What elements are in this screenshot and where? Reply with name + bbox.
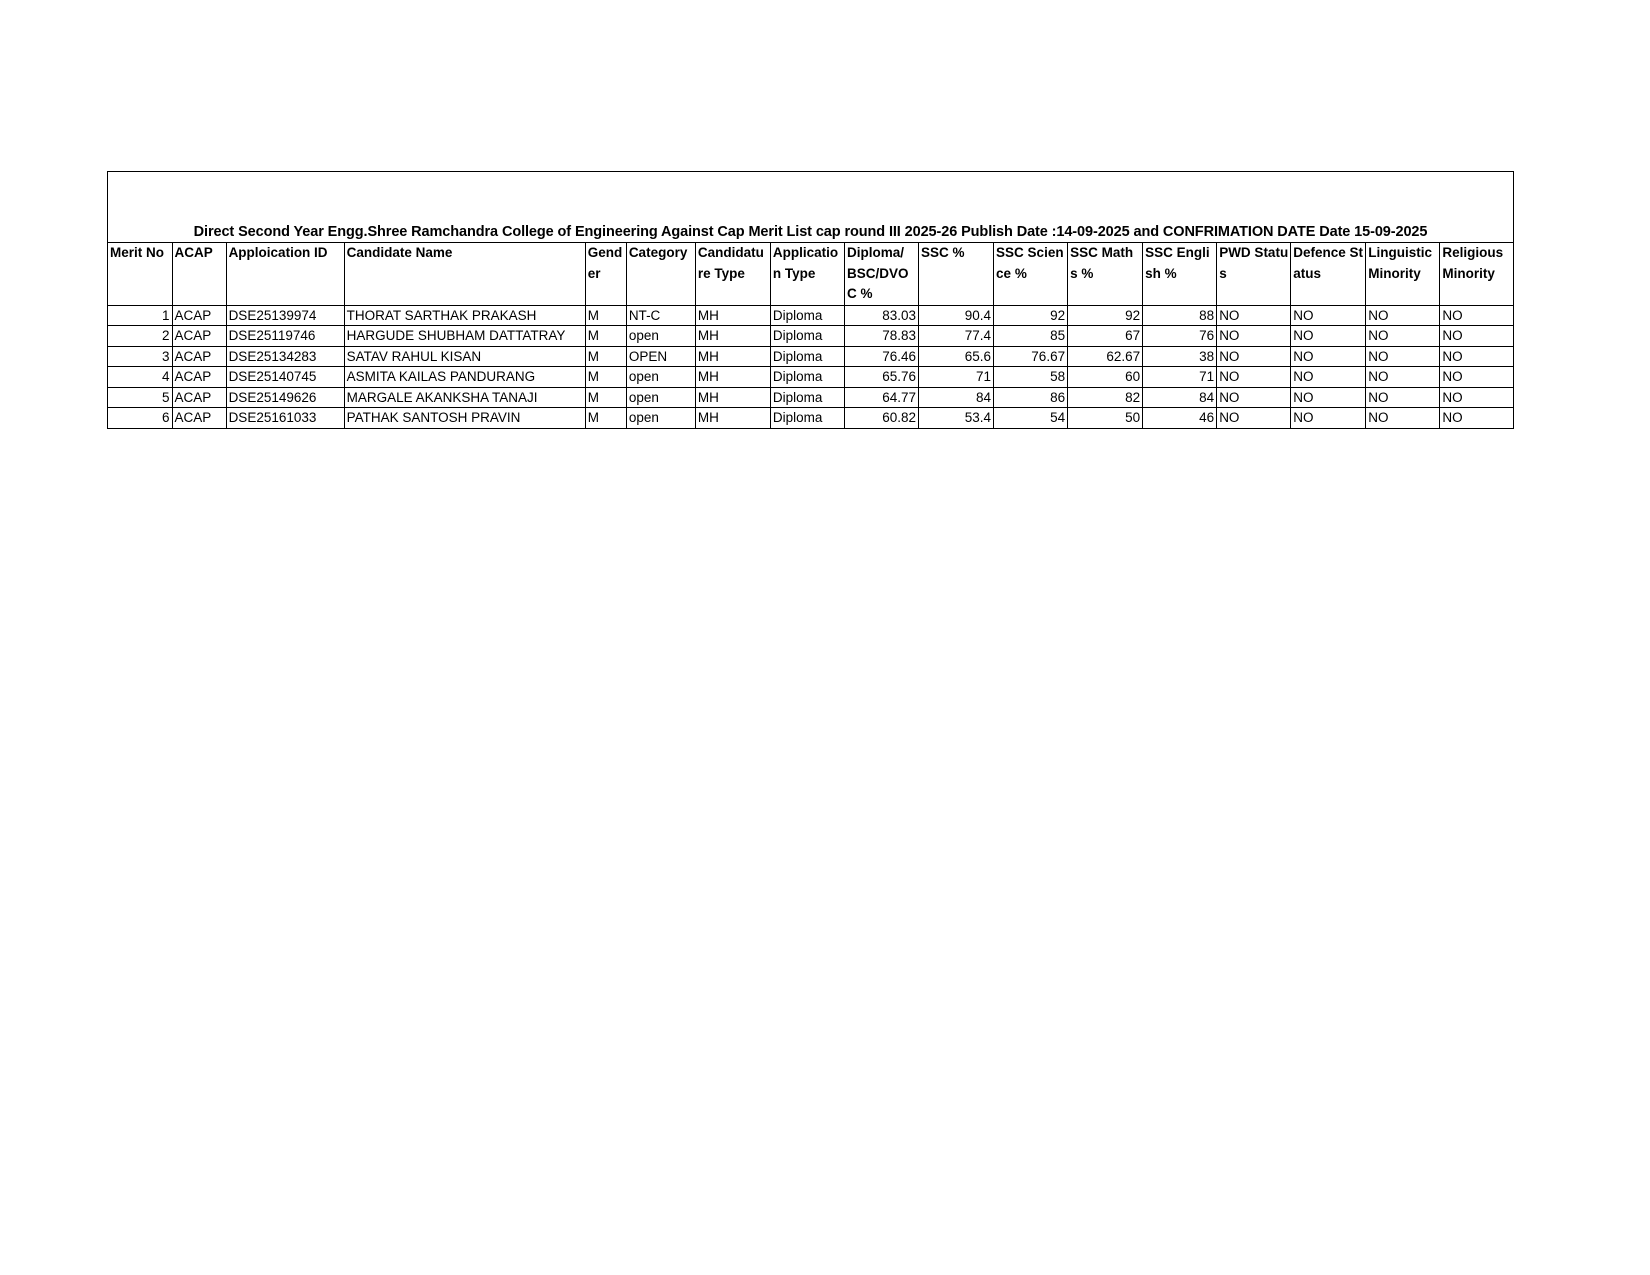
table-row <box>108 387 1513 408</box>
table-row <box>108 305 1513 326</box>
cell-candidature-type: MH <box>695 326 770 347</box>
cell-candidate-name: PATHAK SANTOSH PRAVIN <box>344 408 585 428</box>
cell-application-id: DSE25161033 <box>226 408 344 428</box>
cell-ssc-maths: 92 <box>1068 305 1143 326</box>
header-merit-no: Merit No <box>108 243 172 306</box>
cell-ssc-maths: 82 <box>1068 387 1143 408</box>
header-candidature-type: Candidature Type <box>695 243 770 306</box>
header-row <box>108 243 1513 306</box>
cell-merit-no: 5 <box>108 387 172 408</box>
cell-ssc-english: 71 <box>1143 367 1217 388</box>
cell-ssc-science: 85 <box>994 326 1068 347</box>
cell-religious-minority: NO <box>1440 367 1513 388</box>
header-application-id: Apploication ID <box>226 243 344 306</box>
cell-pwd-status: NO <box>1217 326 1291 347</box>
cell-acap: ACAP <box>172 367 226 388</box>
cell-linguistic-minority: NO <box>1366 408 1440 428</box>
cell-acap: ACAP <box>172 346 226 367</box>
cell-candidate-name: MARGALE AKANKSHA TANAJI <box>344 387 585 408</box>
cell-category: open <box>626 408 695 428</box>
cell-candidature-type: MH <box>695 367 770 388</box>
header-ssc-percent: SSC % <box>919 243 994 306</box>
cell-linguistic-minority: NO <box>1366 346 1440 367</box>
cell-ssc-english: 84 <box>1143 387 1217 408</box>
header-gender: Gender <box>585 243 626 306</box>
cell-application-type: Diploma <box>770 387 844 408</box>
cell-acap: ACAP <box>172 387 226 408</box>
cell-ssc-maths: 67 <box>1068 326 1143 347</box>
header-ssc-english: SSC English % <box>1143 243 1217 306</box>
cell-ssc-percent: 65.6 <box>919 346 994 367</box>
header-ssc-maths: SSC Maths % <box>1068 243 1143 306</box>
cell-application-id: DSE25134283 <box>226 346 344 367</box>
cell-category: open <box>626 367 695 388</box>
cell-gender: M <box>585 387 626 408</box>
cell-linguistic-minority: NO <box>1366 387 1440 408</box>
cell-application-type: Diploma <box>770 367 844 388</box>
cell-ssc-science: 92 <box>994 305 1068 326</box>
table-row <box>108 326 1513 347</box>
cell-diploma-percent: 76.46 <box>844 346 918 367</box>
cell-defence-status: NO <box>1291 367 1366 388</box>
merit-list-table <box>108 242 1513 428</box>
cell-ssc-science: 76.67 <box>994 346 1068 367</box>
cell-candidature-type: MH <box>695 408 770 428</box>
cell-diploma-percent: 64.77 <box>844 387 918 408</box>
header-religious-minority: Religious Minority <box>1440 243 1513 306</box>
cell-merit-no: 2 <box>108 326 172 347</box>
cell-diploma-percent: 60.82 <box>844 408 918 428</box>
cell-category: open <box>626 387 695 408</box>
cell-merit-no: 4 <box>108 367 172 388</box>
header-diploma-percent: Diploma/ BSC/DVOC % <box>844 243 918 306</box>
cell-candidature-type: MH <box>695 305 770 326</box>
cell-diploma-percent: 83.03 <box>844 305 918 326</box>
cell-religious-minority: NO <box>1440 346 1513 367</box>
cell-ssc-maths: 50 <box>1068 408 1143 428</box>
cell-ssc-science: 86 <box>994 387 1068 408</box>
cell-linguistic-minority: NO <box>1366 367 1440 388</box>
cell-gender: M <box>585 305 626 326</box>
cell-pwd-status: NO <box>1217 305 1291 326</box>
cell-ssc-english: 88 <box>1143 305 1217 326</box>
cell-pwd-status: NO <box>1217 346 1291 367</box>
cell-ssc-percent: 77.4 <box>919 326 994 347</box>
header-linguistic-minority: Linguistic Minority <box>1366 243 1440 306</box>
cell-gender: M <box>585 408 626 428</box>
cell-candidate-name: ASMITA KAILAS PANDURANG <box>344 367 585 388</box>
cell-gender: M <box>585 326 626 347</box>
cell-category: open <box>626 326 695 347</box>
cell-religious-minority: NO <box>1440 408 1513 428</box>
cell-ssc-maths: 60 <box>1068 367 1143 388</box>
cell-ssc-percent: 71 <box>919 367 994 388</box>
header-acap: ACAP <box>172 243 226 306</box>
cell-ssc-english: 38 <box>1143 346 1217 367</box>
cell-religious-minority: NO <box>1440 326 1513 347</box>
table-body <box>108 305 1513 428</box>
cell-candidate-name: SATAV RAHUL KISAN <box>344 346 585 367</box>
header-candidate-name: Candidate Name <box>344 243 585 306</box>
cell-defence-status: NO <box>1291 346 1366 367</box>
cell-candidate-name: THORAT SARTHAK PRAKASH <box>344 305 585 326</box>
cell-diploma-percent: 78.83 <box>844 326 918 347</box>
cell-defence-status: NO <box>1291 305 1366 326</box>
cell-linguistic-minority: NO <box>1366 305 1440 326</box>
table-row <box>108 408 1513 428</box>
cell-ssc-percent: 84 <box>919 387 994 408</box>
cell-pwd-status: NO <box>1217 367 1291 388</box>
cell-ssc-maths: 62.67 <box>1068 346 1143 367</box>
cell-merit-no: 6 <box>108 408 172 428</box>
table-row <box>108 346 1513 367</box>
header-defence-status: Defence Status <box>1291 243 1366 306</box>
cell-ssc-english: 46 <box>1143 408 1217 428</box>
header-ssc-science: SSC Science % <box>994 243 1068 306</box>
cell-merit-no: 3 <box>108 346 172 367</box>
cell-candidature-type: MH <box>695 387 770 408</box>
cell-acap: ACAP <box>172 408 226 428</box>
cell-defence-status: NO <box>1291 408 1366 428</box>
cell-religious-minority: NO <box>1440 387 1513 408</box>
cell-application-id: DSE25140745 <box>226 367 344 388</box>
cell-defence-status: NO <box>1291 326 1366 347</box>
cell-acap: ACAP <box>172 326 226 347</box>
cell-ssc-english: 76 <box>1143 326 1217 347</box>
cell-category: OPEN <box>626 346 695 367</box>
cell-pwd-status: NO <box>1217 408 1291 428</box>
header-pwd-status: PWD Status <box>1217 243 1291 306</box>
cell-diploma-percent: 65.76 <box>844 367 918 388</box>
cell-merit-no: 1 <box>108 305 172 326</box>
cell-ssc-science: 58 <box>994 367 1068 388</box>
cell-application-id: DSE25119746 <box>226 326 344 347</box>
cell-gender: M <box>585 367 626 388</box>
cell-ssc-science: 54 <box>994 408 1068 428</box>
header-application-type: Application Type <box>770 243 844 306</box>
cell-application-type: Diploma <box>770 408 844 428</box>
title-band <box>108 172 1513 242</box>
cell-pwd-status: NO <box>1217 387 1291 408</box>
cell-ssc-percent: 53.4 <box>919 408 994 428</box>
cell-ssc-percent: 90.4 <box>919 305 994 326</box>
merit-list-title: Direct Second Year Engg.Shree Ramchandra College of Engineering Against Cap Merit List cap round III 2025-26 Publish Date :14-09-2025 and CONFRIMATION DATE Date 15-09-2025 <box>193 224 1428 240</box>
cell-gender: M <box>585 346 626 367</box>
header-category: Category <box>626 243 695 306</box>
merit-list-sheet <box>107 171 1514 429</box>
cell-application-type: Diploma <box>770 326 844 347</box>
table-row <box>108 367 1513 388</box>
cell-linguistic-minority: NO <box>1366 326 1440 347</box>
cell-application-id: DSE25139974 <box>226 305 344 326</box>
cell-candidate-name: HARGUDE SHUBHAM DATTATRAY <box>344 326 585 347</box>
cell-application-id: DSE25149626 <box>226 387 344 408</box>
cell-defence-status: NO <box>1291 387 1366 408</box>
cell-acap: ACAP <box>172 305 226 326</box>
cell-religious-minority: NO <box>1440 305 1513 326</box>
cell-candidature-type: MH <box>695 346 770 367</box>
cell-application-type: Diploma <box>770 346 844 367</box>
cell-category: NT-C <box>626 305 695 326</box>
cell-application-type: Diploma <box>770 305 844 326</box>
